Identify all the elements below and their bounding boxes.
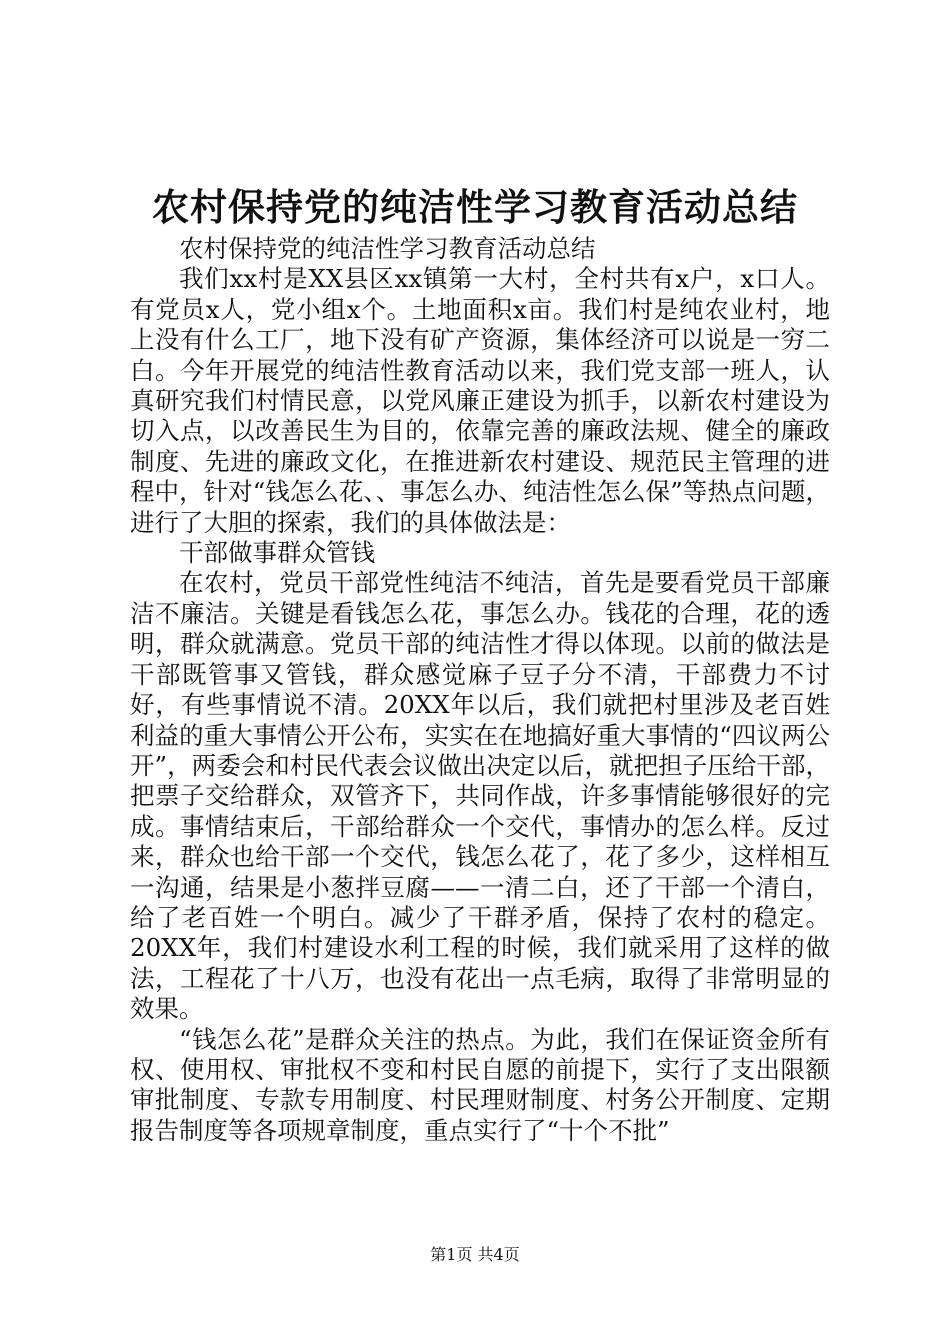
subtitle-paragraph: 农村保持党的纯洁性学习教育活动总结 — [179, 234, 596, 263]
intro-paragraph: 我们xx村是XX县区xx镇第一大村，全村共有x户，x口人。有党员x人，党小组x个。土地面积x亩。我们村是纯农业村，地上没有什么工厂，地下没有矿产资源，集体经济可以说是一穷二白。今年开展党的纯洁性教育活动以来，我们党支部一班人，认真研究我们村情民意，以党风廉正建设为抓手，以新农村建设为切入点，以改善民生为目的，依靠完善的廉政法规、健全的廉政制度、先进的廉政文化，在推进新农村建设、规范民主管理的进程中，针对“钱怎么花、、事怎么办、纯洁性怎么保”等热点问题，进行了大胆的探索，我们的具体做法是： — [130, 264, 830, 537]
body-paragraph: 在农村，党员干部党性纯洁不纯洁，首先是要看党员干部廉洁不廉洁。关键是看钱怎么花，事怎么办。钱花的合理，花的透明，群众就满意。党员干部的纯洁性才得以体现。以前的做法是干部既管事又管钱，群众感觉麻子豆子分不清，干部费力不讨好，有些事情说不清。20XX年以后，我们就把村里涉及老百姓利益的重大事情公开公布，实实在在地搞好重大事情的“四议两公开”，两委会和村民代表会议做出决定以后，就把担子压给干部，把票子交给群众，双管齐下，共同作战，许多事情能够很好的完成。事情结束后，干部给群众一个交代，事情办的怎么样。反过来，群众也给干部一个交代，钱怎么花了，花了多少，这样相互一沟通，结果是小葱拌豆腐——一清二白，还了干部一个清白，给了老百姓一个明白。减少了干群矛盾，保持了农村的稳定。20XX年，我们村建设水利工程的时候，我们就采用了这样的做法，工程花了十八万，也没有花出一点毛病，取得了非常明显的效果。 — [130, 568, 830, 1024]
document-body — [130, 234, 830, 1146]
section-heading: 干部做事群众管钱 — [179, 538, 375, 568]
document-title: 农村保持党的纯洁性学习教育活动总结 — [152, 185, 798, 229]
body-paragraph: “钱怎么花”是群众关注的热点。为此，我们在保证资金所有权、使用权、审批权不变和村民自愿的前提下，实行了支出限额审批制度、专款专用制度、村民理财制度、村务公开制度、定期报告制度等各项规章制度，重点实行了“十个不批” — [130, 1024, 830, 1145]
page-number: 第1页 共4页 — [430, 1245, 520, 1264]
